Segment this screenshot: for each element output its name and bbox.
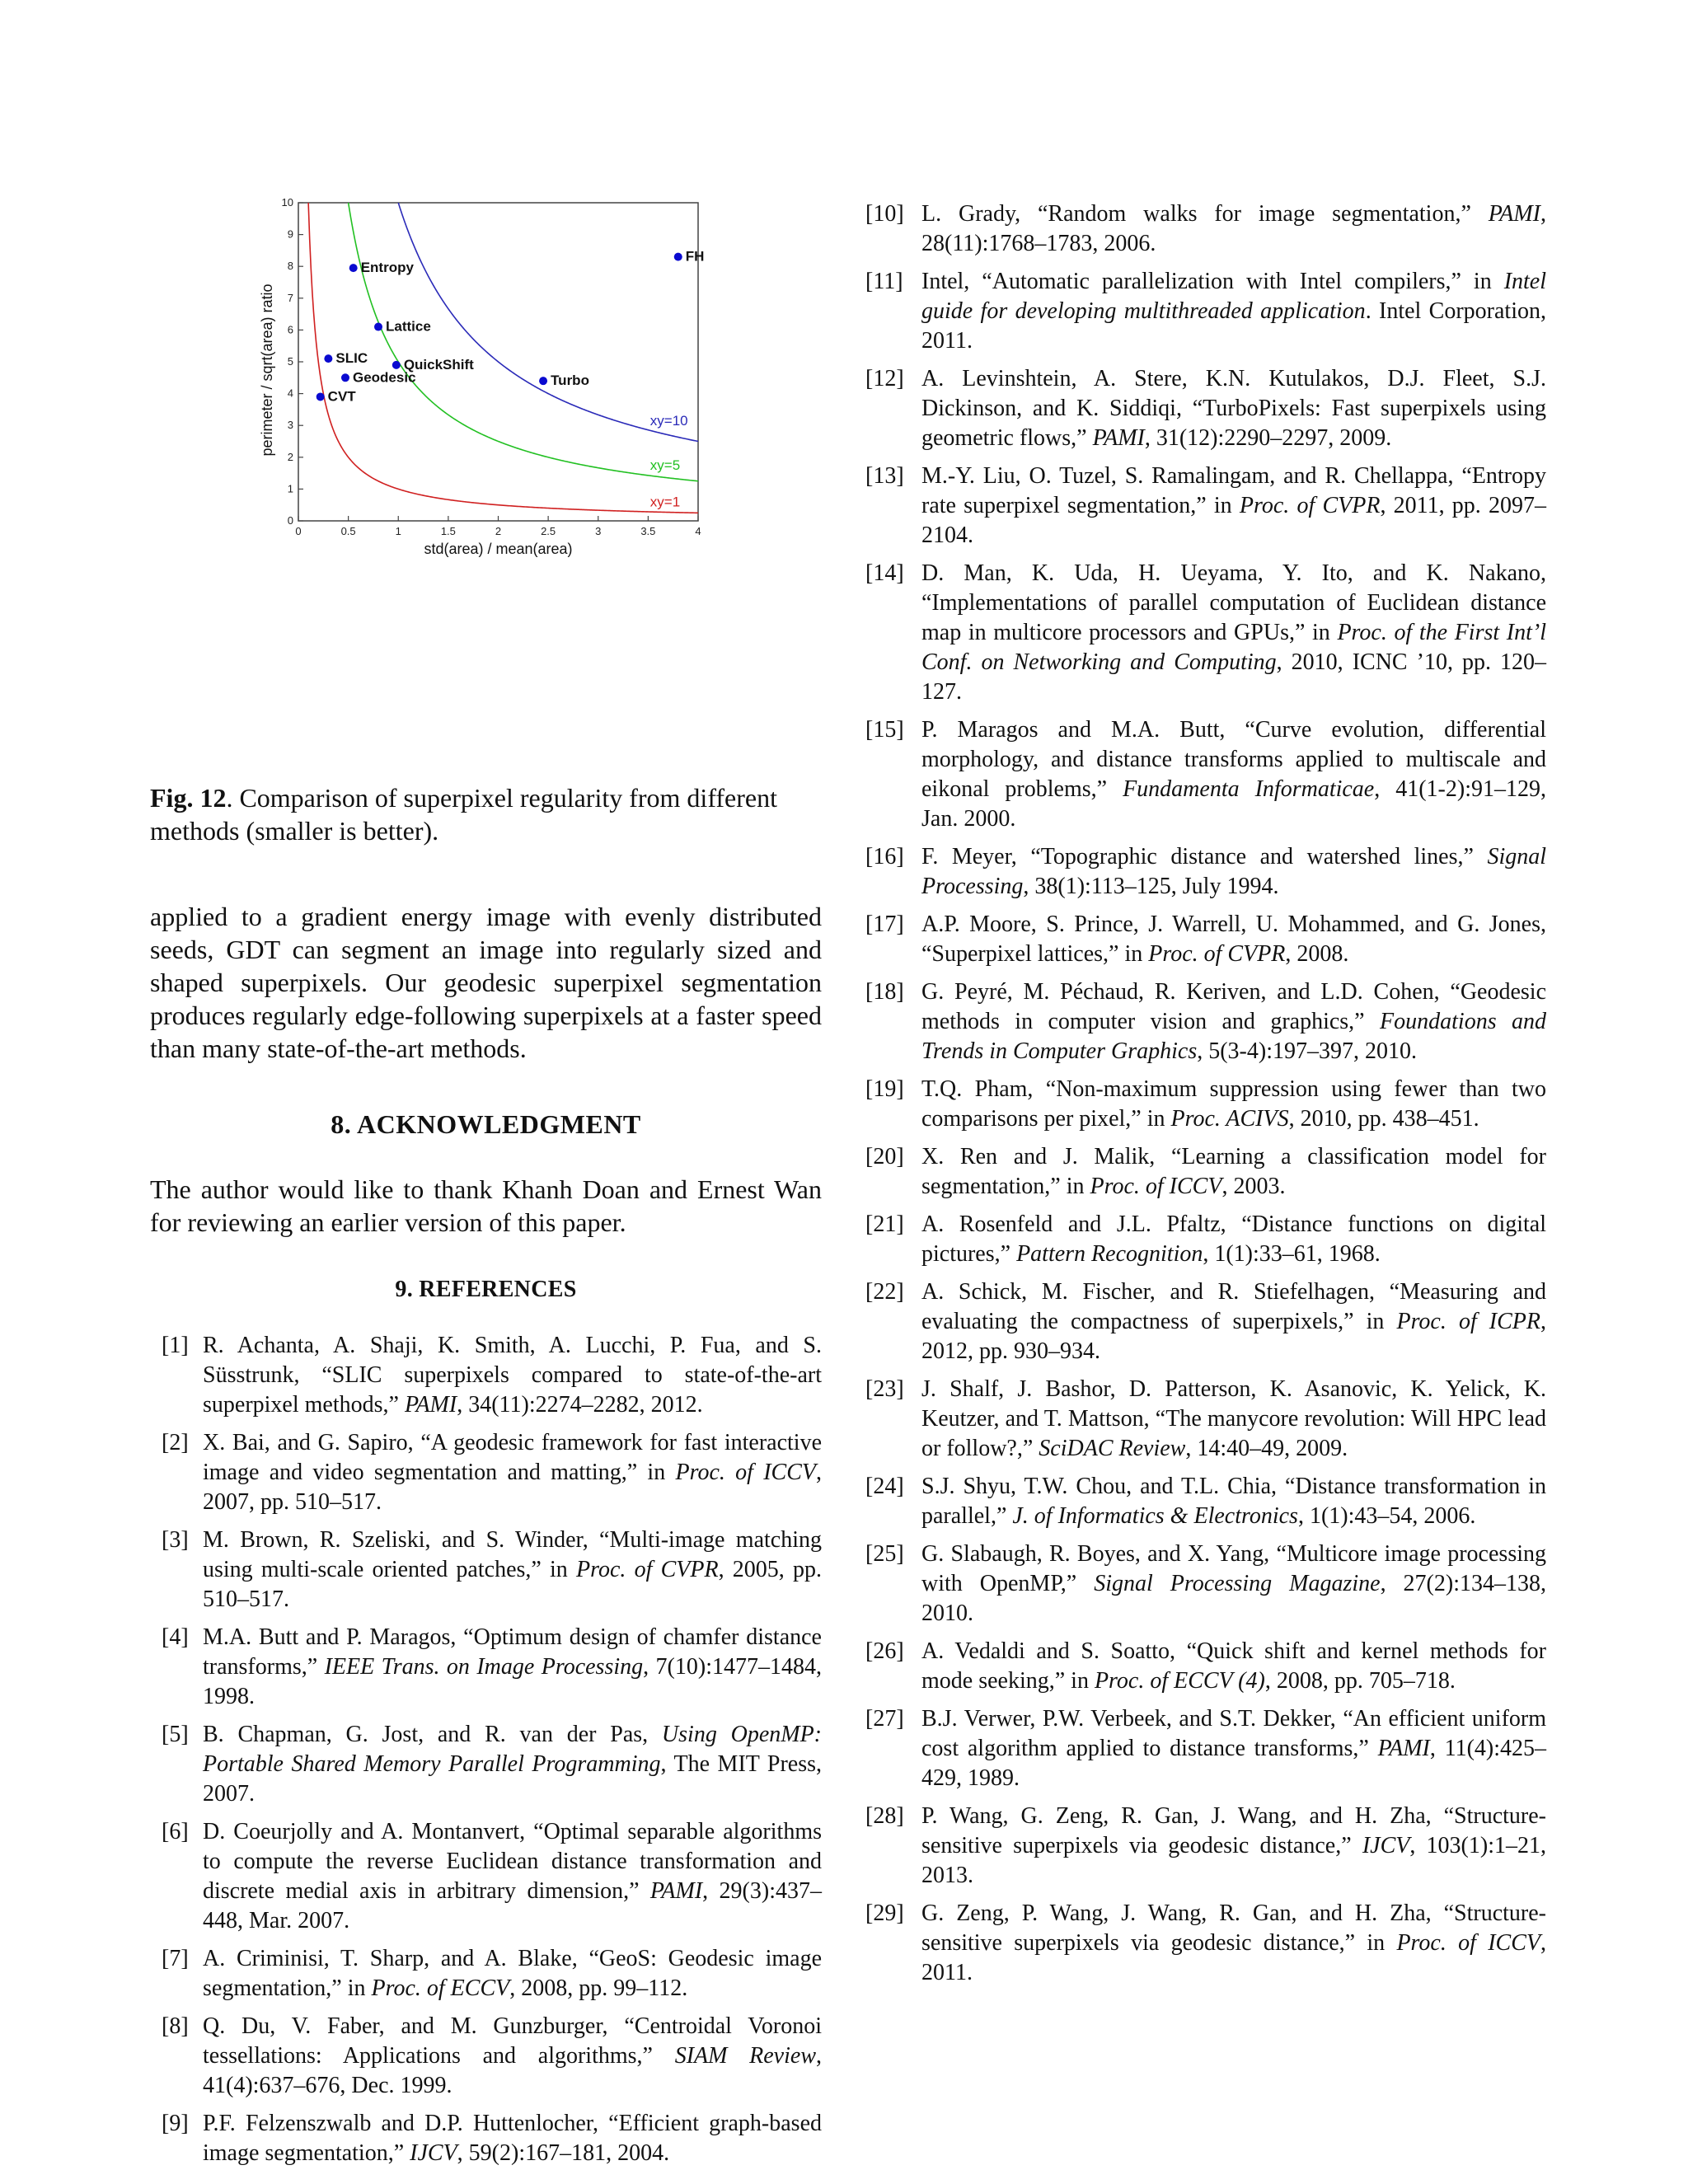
x-tick-label: 3 xyxy=(595,525,602,537)
point-label: Lattice xyxy=(386,318,431,335)
reference-details: , 34(11):2274–2282, 2012. xyxy=(457,1392,703,1418)
reference-venue: Proc. ACIVS xyxy=(1170,1106,1289,1132)
reference-venue: PAMI xyxy=(1488,201,1540,227)
reference-text: B.J. Verwer, P.W. Verbeek, and S.T. Dekker, “An efficient uniform cost algorithm applied to distance transforms,” xyxy=(921,1706,1546,1761)
point-turbo xyxy=(539,377,547,385)
regularity-chart xyxy=(150,190,727,569)
reference-details: , 1(1):43–54, 2006. xyxy=(1297,1503,1476,1529)
point-fh xyxy=(674,253,682,261)
reference-number: [24] xyxy=(865,1474,904,1499)
reference-venue: Signal Processing Magazine xyxy=(1094,1571,1381,1596)
reference-text: X. Bai, and G. Sapiro, “A geodesic framework for fast interactive image and video segmentation and matting,” in xyxy=(203,1430,822,1485)
reference-venue: Proc. of ICCV xyxy=(1396,1930,1540,1956)
reference-number: [6] xyxy=(162,1819,189,1844)
reference-venue: Proc. of the First Int’l Conf. on Networking and Computing xyxy=(921,620,1546,675)
y-tick-label: 6 xyxy=(287,323,293,336)
reference-venue: SciDAC Review xyxy=(1039,1436,1186,1461)
reference-details: , 2008, pp. 705–718. xyxy=(1264,1668,1456,1694)
section-title-references: 9. REFERENCES xyxy=(395,1277,577,1302)
x-tick-label: 2.5 xyxy=(541,525,556,537)
reference-item xyxy=(150,1428,822,1517)
reference-item xyxy=(865,267,1546,356)
reference-details: , 38(1):113–125, July 1994. xyxy=(1023,874,1279,899)
reference-text: J. Shalf, J. Bashor, D. Patterson, K. Asanovic, K. Yelick, K. Keutzer, and T. Mattson, “The manycore revolution: Will HPC lead or follow?,” xyxy=(921,1376,1546,1461)
reference-item xyxy=(865,462,1546,551)
reference-details: , 27(2):134–138, 2010. xyxy=(921,1571,1546,1626)
reference-text: X. Ren and J. Malik, “Learning a classification model for segmentation,” in xyxy=(921,1144,1546,1199)
reference-number: [23] xyxy=(865,1376,904,1402)
reference-details: , 2008, pp. 99–112. xyxy=(509,1975,688,2001)
point-label: QuickShift xyxy=(403,356,474,373)
reference-item xyxy=(865,1075,1546,1134)
reference-text: P. Wang, G. Zeng, R. Gan, J. Wang, and H. Zha, “Structure-sensitive superpixels via geodesic distance,” xyxy=(921,1803,1546,1858)
y-tick-label: 4 xyxy=(287,387,293,400)
reference-item xyxy=(865,1375,1546,1464)
reference-details: , 2011, pp. 2097–2104. xyxy=(921,493,1546,548)
reference-number: [12] xyxy=(865,366,904,391)
reference-item xyxy=(865,715,1546,834)
reference-venue: Intel guide for developing multithreaded application xyxy=(921,269,1546,324)
reference-text: S.J. Shyu, T.W. Chou, and T.L. Chia, “Distance transformation in parallel,” xyxy=(921,1474,1546,1529)
reference-details: , 2003. xyxy=(1221,1174,1286,1199)
reference-item xyxy=(865,842,1546,902)
point-entropy xyxy=(349,264,358,272)
reference-number: [5] xyxy=(162,1722,189,1747)
reference-text: A. Schick, M. Fischer, and R. Stiefelhagen, “Measuring and evaluating the compactness of superpixels,” in xyxy=(921,1279,1546,1334)
reference-text: G. Peyré, M. Péchaud, R. Keriven, and L.D. Cohen, “Geodesic methods in computer vision and graphics,” xyxy=(921,979,1546,1034)
reference-number: [13] xyxy=(865,463,904,489)
reference-venue: Signal Processing xyxy=(921,844,1546,899)
reference-details: , 31(12):2290–2297, 2009. xyxy=(1144,425,1392,451)
reference-venue: Using OpenMP: Portable Shared Memory Parallel Programming xyxy=(203,1722,822,1777)
reference-number: [25] xyxy=(865,1541,904,1567)
reference-details: , 7(10):1477–1484, 1998. xyxy=(203,1654,822,1709)
reference-item xyxy=(865,1540,1546,1629)
reference-item xyxy=(865,1210,1546,1269)
reference-details: , 2011. xyxy=(921,1930,1546,1985)
reference-list-right xyxy=(865,199,1546,1996)
reference-item xyxy=(150,1331,822,1420)
reference-venue: Proc. of ICCV xyxy=(675,1460,816,1485)
reference-number: [21] xyxy=(865,1212,904,1237)
reference-number: [22] xyxy=(865,1279,904,1305)
reference-text: M. Brown, R. Szeliski, and S. Winder, “Multi-image matching using multi-scale oriented patches,” in xyxy=(203,1527,822,1582)
reference-details: , 5(3-4):197–397, 2010. xyxy=(1197,1038,1417,1064)
reference-venue: IJCV xyxy=(410,2140,457,2166)
reference-number: [27] xyxy=(865,1706,904,1732)
reference-venue: IJCV xyxy=(1362,1833,1410,1858)
y-tick-label: 2 xyxy=(287,450,293,463)
reference-number: [17] xyxy=(865,912,904,937)
y-tick-label: 1 xyxy=(287,482,293,495)
reference-venue: Pattern Recognition xyxy=(1016,1241,1203,1267)
x-tick-label: 0.5 xyxy=(340,525,356,537)
reference-number: [15] xyxy=(865,717,904,743)
reference-details: , 28(11):1768–1783, 2006. xyxy=(921,201,1546,256)
reference-venue: Proc. of ECCV xyxy=(371,1975,510,2001)
reference-number: [4] xyxy=(162,1624,189,1650)
reference-text: L. Grady, “Random walks for image segmentation,” xyxy=(921,201,1489,227)
reference-text: D. Coeurjolly and A. Montanvert, “Optimal separable algorithms to compute the reverse Euclidean distance transformation and discrete medial axis in arbitrary dimension,” xyxy=(203,1819,822,1904)
reference-venue: Proc. of CVPR xyxy=(1148,941,1286,967)
y-tick-label: 9 xyxy=(287,227,293,241)
y-tick-label: 8 xyxy=(287,260,293,273)
reference-item xyxy=(865,1472,1546,1531)
acknowledgment-text: The author would like to thank Khanh Doan and Ernest Wan for reviewing an earlier version of this paper. xyxy=(150,1174,822,1237)
reference-number: [7] xyxy=(162,1946,189,1971)
reference-number: [16] xyxy=(865,844,904,869)
x-axis-label: std(area) / mean(area) xyxy=(424,541,573,557)
reference-text: A. Criminisi, T. Sharp, and A. Blake, “GeoS: Geodesic image segmentation,” in xyxy=(203,1946,822,2001)
reference-number: [29] xyxy=(865,1900,904,1926)
reference-number: [14] xyxy=(865,560,904,586)
reference-number: [9] xyxy=(162,2111,189,2136)
reference-venue: Proc. of ICPR xyxy=(1396,1309,1541,1334)
reference-text: G. Zeng, P. Wang, J. Wang, R. Gan, and H. Zha, “Structure-sensitive superpixels via geodesic distance,” in xyxy=(921,1900,1546,1956)
reference-item xyxy=(865,199,1546,259)
reference-text: M.A. Butt and P. Maragos, “Optimum design of chamfer distance transforms,” xyxy=(203,1624,822,1680)
left-column xyxy=(150,190,822,2177)
y-tick-label: 0 xyxy=(287,514,293,527)
reference-text: A. Levinshtein, A. Stere, K.N. Kutulakos, D.J. Fleet, S.J. Dickinson, and K. Siddiqi, “TurboPixels: Fast superpixels using geometric flows,” xyxy=(921,366,1546,451)
reference-number: [8] xyxy=(162,2013,189,2039)
reference-venue: Proc. of ECCV (4) xyxy=(1094,1668,1265,1694)
reference-number: [18] xyxy=(865,979,904,1005)
point-cvt xyxy=(316,392,325,401)
reference-details: , 14:40–49, 2009. xyxy=(1185,1436,1348,1461)
reference-item xyxy=(150,2109,822,2168)
point-label: FH xyxy=(685,248,705,265)
reference-venue: PAMI xyxy=(404,1392,457,1418)
reference-number: [26] xyxy=(865,1638,904,1664)
reference-details: , 103(1):1–21, 2013. xyxy=(921,1833,1546,1888)
body-paragraph: applied to a gradient energy image with evenly distributed seeds, GDT can segment an image into regularly sized and shaped superpixels. Our geodesic superpixel segmentation produces regularly edge-following superpixels at a faster speed than many state-of-the-art methods. xyxy=(150,902,822,1063)
point-label: CVT xyxy=(327,388,356,405)
reference-number: [11] xyxy=(865,269,903,294)
reference-details: , 11(4):425–429, 1989. xyxy=(921,1736,1547,1791)
curve-label: xy=10 xyxy=(649,413,688,429)
reference-details: , 2007, pp. 510–517. xyxy=(203,1460,822,1515)
reference-text: B. Chapman, G. Jost, and R. van der Pas, xyxy=(203,1722,662,1747)
reference-item xyxy=(865,1142,1546,1202)
point-label: SLIC xyxy=(335,350,368,367)
reference-text: M.-Y. Liu, O. Tuzel, S. Ramalingam, and R. Chellappa, “Entropy rate superpixel segmentation,” in xyxy=(921,463,1546,518)
reference-item xyxy=(865,1637,1546,1696)
point-quickshift xyxy=(392,361,401,369)
x-tick-label: 4 xyxy=(695,525,701,537)
curve-label: xy=1 xyxy=(649,494,681,510)
reference-item xyxy=(865,364,1546,453)
y-tick-label: 3 xyxy=(287,419,293,432)
point-label: Entropy xyxy=(360,260,414,276)
figure-label: Fig. 12 xyxy=(150,783,227,813)
reference-text: Q. Du, V. Faber, and M. Gunzburger, “Centroidal Voronoi tessellations: Applications and algorithms,” xyxy=(203,2013,822,2069)
y-tick-label: 5 xyxy=(287,355,293,368)
y-tick-label: 7 xyxy=(287,291,293,304)
reference-item xyxy=(150,2012,822,2101)
reference-venue: Proc. of CVPR xyxy=(576,1557,719,1582)
reference-item xyxy=(150,1944,822,2004)
point-label: Turbo xyxy=(551,373,589,389)
curve-label: xy=5 xyxy=(649,457,681,474)
reference-text: T.Q. Pham, “Non-maximum suppression using fewer than two comparisons per pixel,” in xyxy=(921,1076,1546,1132)
point-lattice xyxy=(374,323,382,331)
x-tick-label: 3.5 xyxy=(640,525,656,537)
reference-details: , 2008. xyxy=(1285,941,1349,967)
reference-venue: Proc. of CVPR xyxy=(1239,493,1381,518)
reference-text: P. Maragos and M.A. Butt, “Curve evolution, differential morphology, and distance transforms applied to multiscale and eikonal problems,” xyxy=(921,717,1546,802)
section-title-acknowledgment: 8. ACKNOWLEDGMENT xyxy=(331,1109,641,1139)
reference-details: , 2010, pp. 438–451. xyxy=(1288,1106,1479,1132)
reference-venue: Foundations and Trends in Computer Graphics xyxy=(921,1009,1546,1064)
x-tick-label: 0 xyxy=(295,525,302,537)
reference-details: , 41(4):637–676, Dec. 1999. xyxy=(203,2043,822,2098)
reference-text: R. Achanta, A. Shaji, K. Smith, A. Lucchi, P. Fua, and S. Süsstrunk, “SLIC superpixels compared to state-of-the-art superpixel methods,” xyxy=(203,1333,822,1418)
y-tick-label: 10 xyxy=(281,196,293,209)
figure-caption xyxy=(150,781,822,847)
reference-venue: SIAM Review xyxy=(674,2043,816,2069)
reference-venue: IEEE Trans. on Image Processing xyxy=(324,1654,644,1680)
x-tick-label: 1.5 xyxy=(440,525,456,537)
reference-text: F. Meyer, “Topographic distance and watershed lines,” xyxy=(921,844,1488,869)
reference-details: , 2012, pp. 930–934. xyxy=(921,1309,1547,1364)
reference-item xyxy=(865,1899,1546,1988)
reference-item xyxy=(150,1623,822,1712)
reference-number: [1] xyxy=(162,1333,189,1358)
x-tick-label: 2 xyxy=(495,525,502,537)
reference-details: , 59(2):167–181, 2004. xyxy=(457,2140,670,2166)
reference-details: , 2005, pp. 510–517. xyxy=(203,1557,823,1612)
reference-number: [10] xyxy=(865,201,904,227)
reference-item xyxy=(865,1277,1546,1366)
reference-venue: PAMI xyxy=(1092,425,1145,451)
reference-venue: Proc. of ICCV xyxy=(1090,1174,1222,1199)
reference-text: A. Vedaldi and S. Soatto, “Quick shift and kernel methods for mode seeking,” in xyxy=(921,1638,1546,1694)
reference-number: [3] xyxy=(162,1527,189,1553)
reference-list-left xyxy=(150,1331,822,2168)
point-label: Geodesic xyxy=(352,369,416,386)
reference-text: Intel, “Automatic parallelization with Intel compilers,” in xyxy=(921,269,1504,294)
reference-details: , 29(3):437–448, Mar. 2007. xyxy=(203,1878,822,1933)
reference-text: A. Rosenfeld and J.L. Pfaltz, “Distance functions on digital pictures,” xyxy=(921,1212,1546,1267)
reference-item xyxy=(865,1704,1546,1793)
reference-venue: Fundamenta Informaticae xyxy=(1123,776,1375,802)
reference-number: [20] xyxy=(865,1144,904,1169)
reference-item xyxy=(150,1817,822,1936)
reference-text: D. Man, K. Uda, H. Ueyama, Y. Ito, and K. Nakano, “Implementations of parallel computation of Euclidean distance map in multicore processors and GPUs,” in xyxy=(921,560,1546,645)
y-axis-label: perimeter / sqrt(area) ratio xyxy=(259,284,275,457)
reference-number: [28] xyxy=(865,1803,904,1829)
reference-details: . Intel Corporation, 2011. xyxy=(921,298,1546,354)
reference-text: G. Slabaugh, R. Boyes, and X. Yang, “Multicore image processing with OpenMP,” xyxy=(921,1541,1546,1596)
figure-caption-text: . Comparison of superpixel regularity from different methods (smaller is better). xyxy=(150,783,777,846)
reference-details: , The MIT Press, 2007. xyxy=(203,1751,822,1807)
reference-details: , 2010, ICNC ’10, pp. 120–127. xyxy=(921,649,1546,705)
reference-text: P.F. Felzenszwalb and D.P. Huttenlocher, “Efficient graph-based image segmentation,” xyxy=(203,2111,822,2166)
reference-item xyxy=(150,1526,822,1615)
x-tick-label: 1 xyxy=(395,525,401,537)
point-geodesic xyxy=(341,373,349,382)
reference-item xyxy=(865,910,1546,969)
figure-12 xyxy=(150,190,822,569)
reference-item xyxy=(865,1802,1546,1891)
reference-item xyxy=(865,559,1546,707)
reference-number: [19] xyxy=(865,1076,904,1102)
reference-venue: PAMI xyxy=(1377,1736,1430,1761)
reference-item xyxy=(150,1720,822,1809)
reference-number: [2] xyxy=(162,1430,189,1455)
point-slic xyxy=(324,354,332,363)
reference-venue: PAMI xyxy=(649,1878,703,1904)
reference-item xyxy=(865,977,1546,1066)
reference-venue: J. of Informatics & Electronics xyxy=(1012,1503,1298,1529)
reference-text: A.P. Moore, S. Prince, J. Warrell, U. Mohammed, and G. Jones, “Superpixel lattices,” in xyxy=(921,912,1546,967)
reference-details: , 41(1-2):91–129, Jan. 2000. xyxy=(921,776,1546,832)
reference-details: , 1(1):33–61, 1968. xyxy=(1203,1241,1381,1267)
